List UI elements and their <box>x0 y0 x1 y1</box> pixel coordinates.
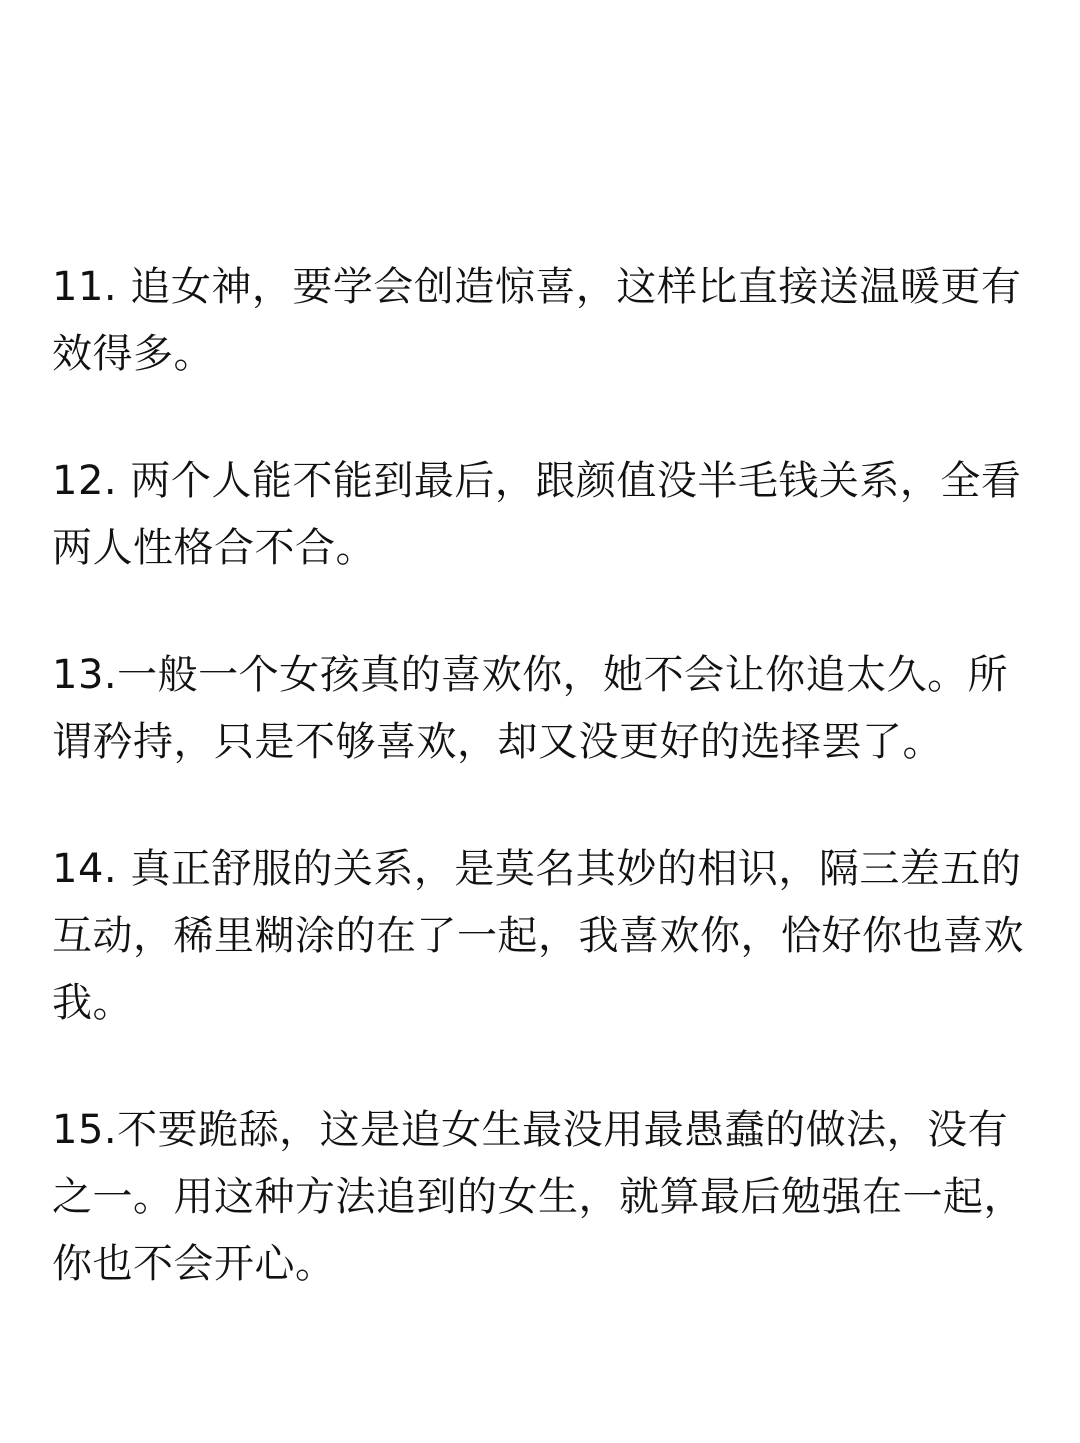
list-item: 15.不要跪舔，这是追女生最没用最愚蠢的做法，没有之一。用这种方法追到的女生，就算最后勉强在一起，你也不会开心。 <box>52 1107 1024 1287</box>
list-item: 14. 真正舒服的关系，是莫名其妙的相识，隔三差五的互动，稀里糊涂的在了一起，我喜欢你，恰好你也喜欢我。 <box>52 846 1024 1026</box>
text-list <box>52 254 1037 1298</box>
list-item: 11. 追女神，要学会创造惊喜，这样比直接送温暖更有效得多。 <box>52 264 1022 377</box>
list-item: 12. 两个人能不能到最后，跟颜值没半毛钱关系，全看两人性格合不合。 <box>52 458 1022 571</box>
list-item: 13.一般一个女孩真的喜欢你，她不会让你追太久。所谓矜持，只是不够喜欢，却又没更好的选择罢了。 <box>52 652 1009 765</box>
